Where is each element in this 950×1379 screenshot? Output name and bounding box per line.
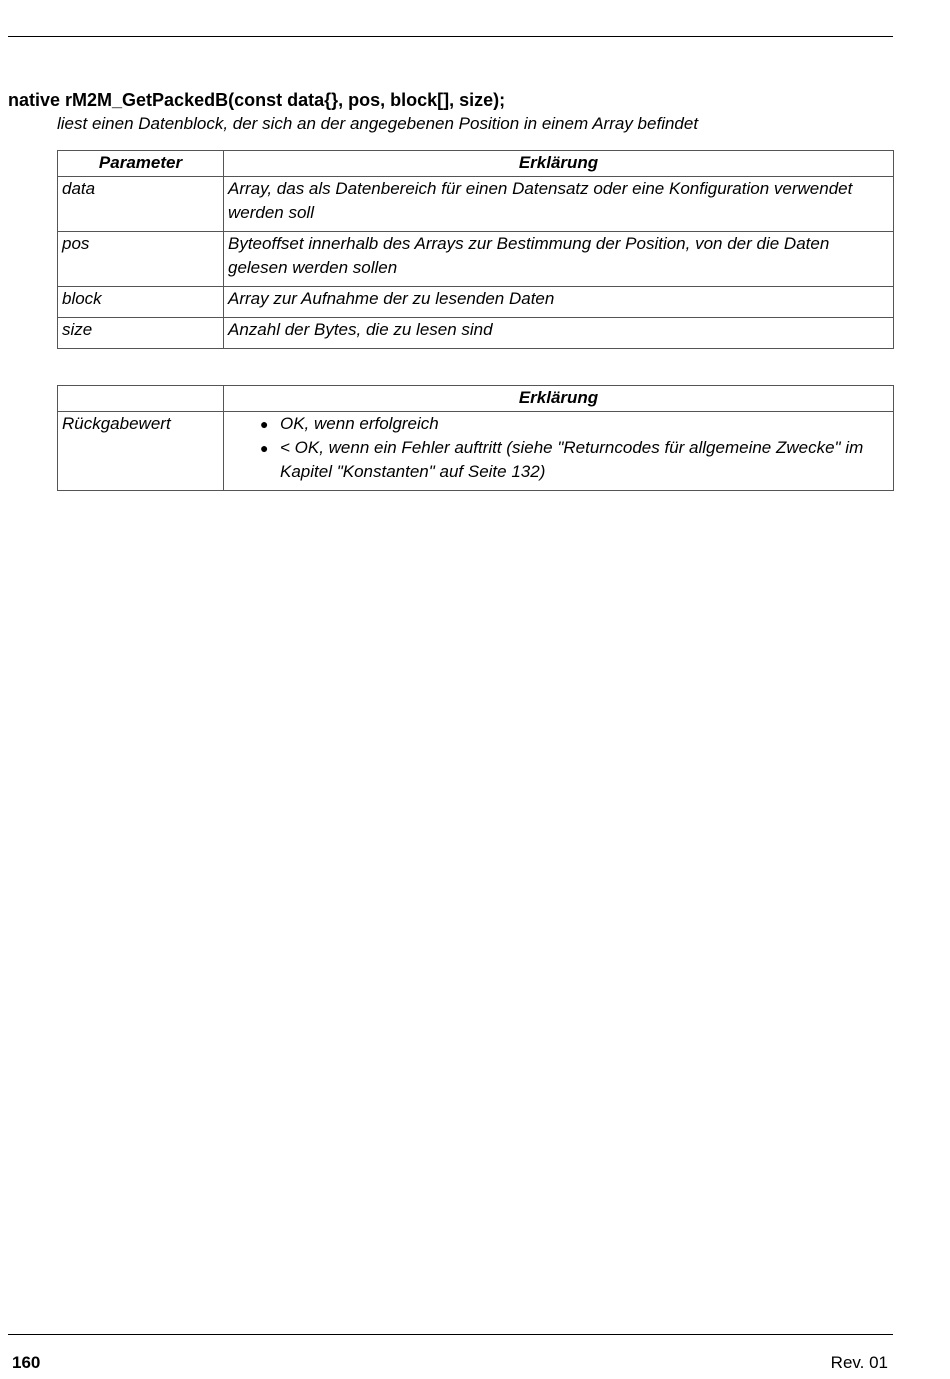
list-item-text: OK, wenn erfolgreich: [280, 414, 439, 433]
column-header-parameter: Parameter: [58, 151, 224, 177]
footer-rule: [8, 1334, 893, 1335]
table-header-row: [58, 151, 894, 177]
revision-label: Rev. 01: [830, 1353, 888, 1372]
column-header-empty: [58, 386, 224, 412]
table-row: [58, 177, 894, 232]
list-item-text: < OK, wenn ein Fehler auftritt (siehe "Returncodes für allgemeine Zwecke" im Kapitel "Konstanten" auf Seite 132): [280, 438, 864, 481]
list-item: [228, 412, 889, 436]
return-value-label: Rückgabewert: [58, 412, 224, 491]
return-value-list: [228, 412, 889, 490]
param-name: data: [58, 177, 224, 232]
param-name: size: [58, 318, 224, 349]
table-header-row: [58, 386, 894, 412]
table-row: [58, 287, 894, 318]
return-value-table: [57, 385, 894, 491]
table-row: [58, 412, 894, 491]
param-explanation: Array, das als Datenbereich für einen Datensatz oder eine Konfiguration verwendet werden soll: [224, 177, 894, 232]
bullet-icon: ●: [260, 440, 269, 456]
table-row: [58, 232, 894, 287]
page-number: 160: [12, 1353, 41, 1372]
column-header-explanation: Erklärung: [224, 151, 894, 177]
column-header-explanation: Erklärung: [224, 386, 894, 412]
param-explanation: Byteoffset innerhalb des Arrays zur Bestimmung der Position, von der die Daten gelesen werden sollen: [224, 232, 894, 287]
list-item: [228, 436, 889, 484]
param-name: pos: [58, 232, 224, 287]
parameter-table: [57, 150, 894, 349]
bullet-icon: ●: [260, 416, 269, 432]
param-explanation: Array zur Aufnahme der zu lesenden Daten: [224, 287, 894, 318]
param-explanation: Anzahl der Bytes, die zu lesen sind: [224, 318, 894, 349]
function-signature: native rM2M_GetPackedB(const data{}, pos, block[], size);: [8, 90, 506, 110]
header-rule: [8, 36, 893, 37]
return-value-explanation: [224, 412, 894, 491]
table-row: [58, 318, 894, 349]
param-name: block: [58, 287, 224, 318]
function-description: liest einen Datenblock, der sich an der angegebenen Position in einem Array befindet: [57, 114, 699, 133]
